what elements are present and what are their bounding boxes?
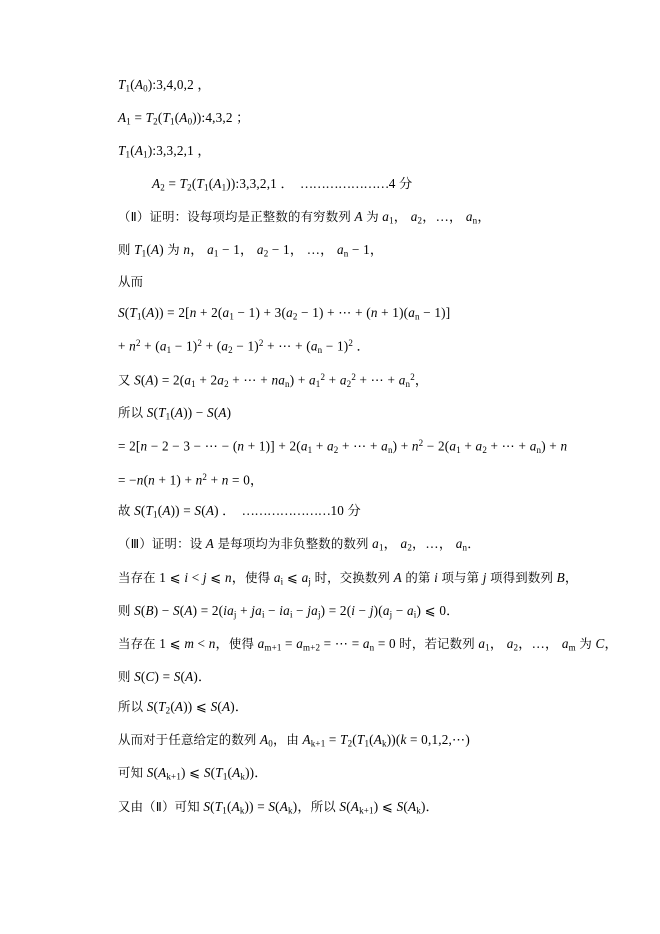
math-line: = $-n(n + 1) + n^2 + n = 0$， [118,472,264,488]
math-line: 所以 $S(T_1(A)) - S(A)$ [118,405,232,422]
proof-part-2-intro: （Ⅱ）证明：设每项均是正整数的有穷数列 A 为 $a_1$， $a_2$，…， $a_n$， [118,209,491,226]
math-line: $T_1(A_1):3,3,2,1$ ， [118,143,211,160]
math-line: 则 $T_1(A)$ 为 n， $a_1 - 1$， $a_2 - 1$， …， $a_n - 1$， [118,242,384,259]
math-line: 则 S(C) = S(A)． [118,668,212,684]
math-line: 所以 $S(T_2(A))$ ⩽ S(A)． [118,699,249,716]
math-line: 从而 [118,274,144,290]
proof-part-3-intro: （Ⅲ）证明：设 A 是每项均为非负整数的数列 $a_1$， $a_2$，…， $a_n$． [118,536,481,553]
math-line: + $n^2 + (a_1 - 1)^2 + (a_2 - 1)^2$ + ⋯ + $(a_n - 1)^2$ ． [118,338,370,356]
math-line: 又由（Ⅱ）可知 $S(T_1(A_k)) = S(A_k)$，所以 $S(A_{k+1})$ ⩽ $S(A_k)$． [118,798,439,816]
math-line: 故 $S(T_1(A)) = S(A)$ ． …………………10 分 [118,503,361,520]
math-line: $A_1$ = $T_2(T_1(A_0)):4,3,2$ ； [118,110,250,127]
math-line: 当存在 1 ⩽ i < j ⩽ n，使得 $a_i$ ⩽ $a_j$ 时，交换数列 A 的第 i 项与第 j 项得到数列 B， [118,569,579,587]
math-line: = 2[n − 2 − 3 − ⋯ − $(n + 1)] + 2(a_1 + a_2$ + ⋯ + $a_n) + n^2 - 2(a_1 + a_2$ + ⋯ + $a_n) + n$ [118,438,568,456]
math-line: 则 $S(B) - S(A) = 2(ia_j + ja_i - ia_i - ja_j) = 2(i - j)(a_j - a_i)$ ⩽ 0． [118,602,460,620]
math-line: 又 $S(A) = 2(a_1 + 2a_2$ + ⋯ + $na_n) + a_1^2 + a_2^2$ + ⋯ + $a_n^2$， [118,371,429,389]
math-line: $A_2$ = $T_2(T_1(A_1)):3,3,2,1$ ． …………………4 分 [152,176,413,193]
math-line: 可知 $S(A_{k+1})$ ⩽ $S(T_1(A_k))$． [118,765,268,782]
math-line: $S(T_1(A)) = 2[n + 2(a_1 - 1) + 3(a_2 - 1)$ + ⋯ + $(n + 1)(a_n - 1)$] [118,305,451,322]
math-line: 当存在 1 ⩽ m < n，使得 $a_{m+1} = a_{m+2}$ = ⋯ = $a_n = 0$ 时，若记数列 $a_1$， $a_2$，…， $a_m$ 为 C， [118,635,618,653]
math-line: 从而对于任意给定的数列 $A_0$，由 $A_{k+1} = T_2(T_1(A_k))(k$ = 0,1,2,⋯) [118,732,471,749]
math-line: $T_1(A_0):3,4,0,2$ ， [118,77,211,94]
